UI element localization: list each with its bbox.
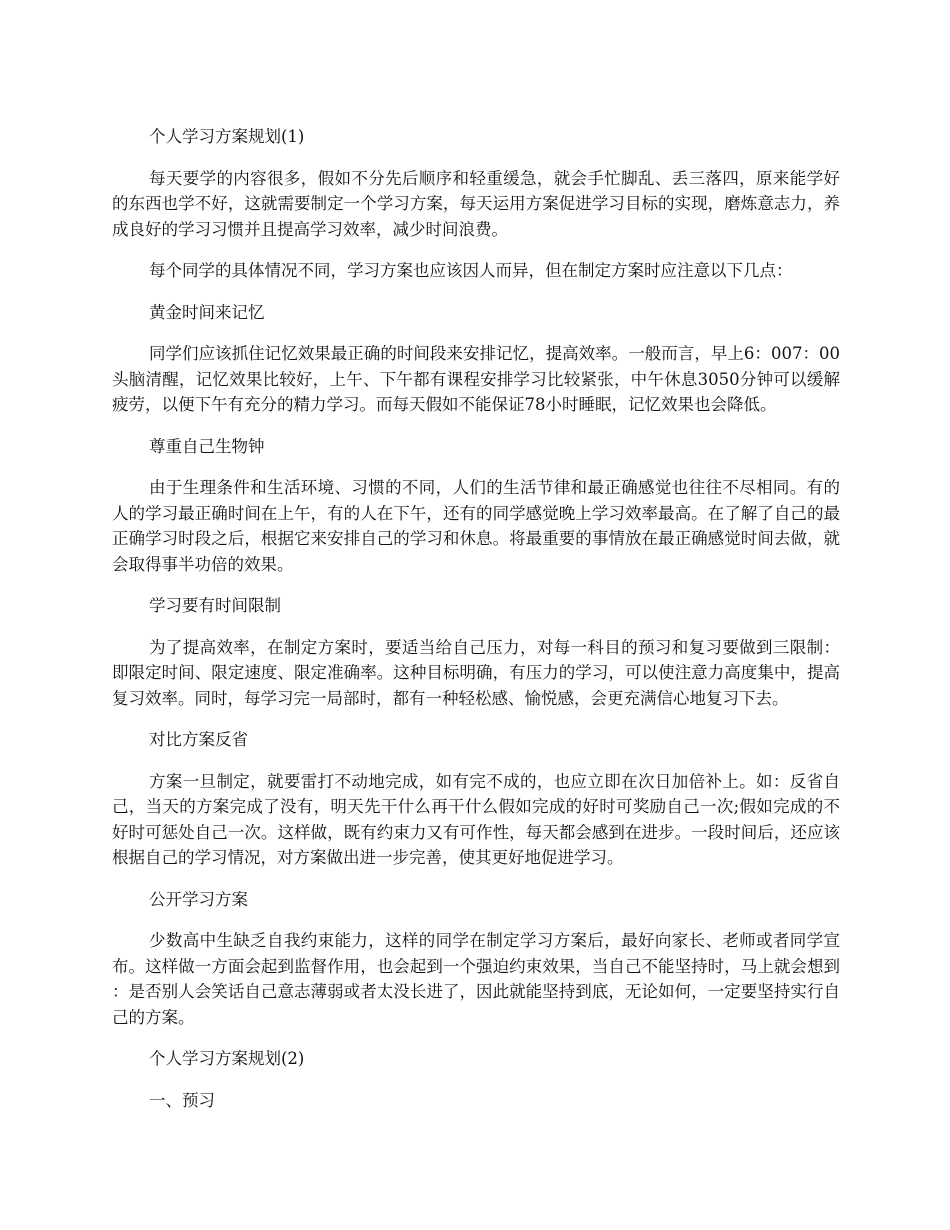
body-paragraph: 每个同学的具体情况不同，学习方案也应该因人而异，但在制定方案时应注意以下几点： [149,261,793,280]
subsection-heading: 黄金时间来记忆 [149,302,265,322]
body-paragraph: 每天要学的内容很多，假如不分先后顺序和轻重缓急，就会手忙脚乱、丢三落四，原来能学好的东西也学不好，这就需要制定一个学习方案，每天运用方案促进学习目标的实现，磨炼意志力，养成良好的学习习惯并且提高学习效率，减少时间浪费。 [112,168,840,239]
subsection-heading: 公开学习方案 [149,889,248,909]
body-paragraph: 由于生理条件和生活环境、习惯的不同，人们的生活节律和最正确感觉也往往不尽相同。有的人的学习最正确时间在上午，有的人在下午，还有的同学感觉晚上学习效率最高。在了解了自己的最正确学习时段之后，根据它来安排自己的学习和休息。将最重要的事情放在最正确感觉时间去做，就会取得事半功倍的效果。 [112,478,840,574]
body-paragraph: 为了提高效率，在制定方案时，要适当给自己压力，对每一科目的预习和复习要做到三限制：即限定时间、限定速度、限定准确率。这种目标明确，有压力的学习，可以使注意力高度集中，提高复习效率。同时，每学习完一局部时，都有一种轻松感、愉悦感，会更充满信心地复习下去。 [112,637,840,708]
subsection-heading: 学习要有时间限制 [149,596,281,615]
subsection-heading: 尊重自己生物钟 [149,436,265,456]
body-paragraph: 少数高中生缺乏自我约束能力，这样的同学在制定学习方案后，最好向家长、老师或者同学宣布。这样做一方面会起到监督作用，也会起到一个强迫约束效果，当自己不能坚持时，马上就会想到：是否别人会笑话自己意志薄弱或者太没长进了，因此就能坚持到底，无论如何，一定要坚持实行自己的方案。 [112,931,840,1027]
section-heading: 个人学习方案规划(2) [149,1049,305,1068]
section-heading: 个人学习方案规划(1) [149,127,305,146]
subsection-heading: 对比方案反省 [149,730,248,749]
body-paragraph: 方案一旦制定，就要雷打不动地完成，如有完不成的，也应立即在次日加倍补上。如：反省自己，当天的方案完成了没有，明天先干什么再干什么假如完成的好时可奖励自己一次;假如完成的不好时可惩处自己一次。这样做，既有约束力又有可作性，每天都会感到在进步。一段时间后，还应该根据自己的学习情况，对方案做出进一步完善，使其更好地促进学习。 [112,771,840,867]
document-body [112,124,840,1129]
subsection-heading: 一、预习 [149,1090,215,1110]
body-paragraph: 同学们应该抓住记忆效果最正确的时间段来安排记忆，提高效率。一般而言，早上6：007：00头脑清醒，记忆效果比较好，上午、下午都有课程安排学习比较紧张，中午休息3050分钟可以缓解疲劳，以便下午有充分的精力学习。而每天假如不能保证78小时睡眠，记忆效果也会降低。 [112,344,840,414]
